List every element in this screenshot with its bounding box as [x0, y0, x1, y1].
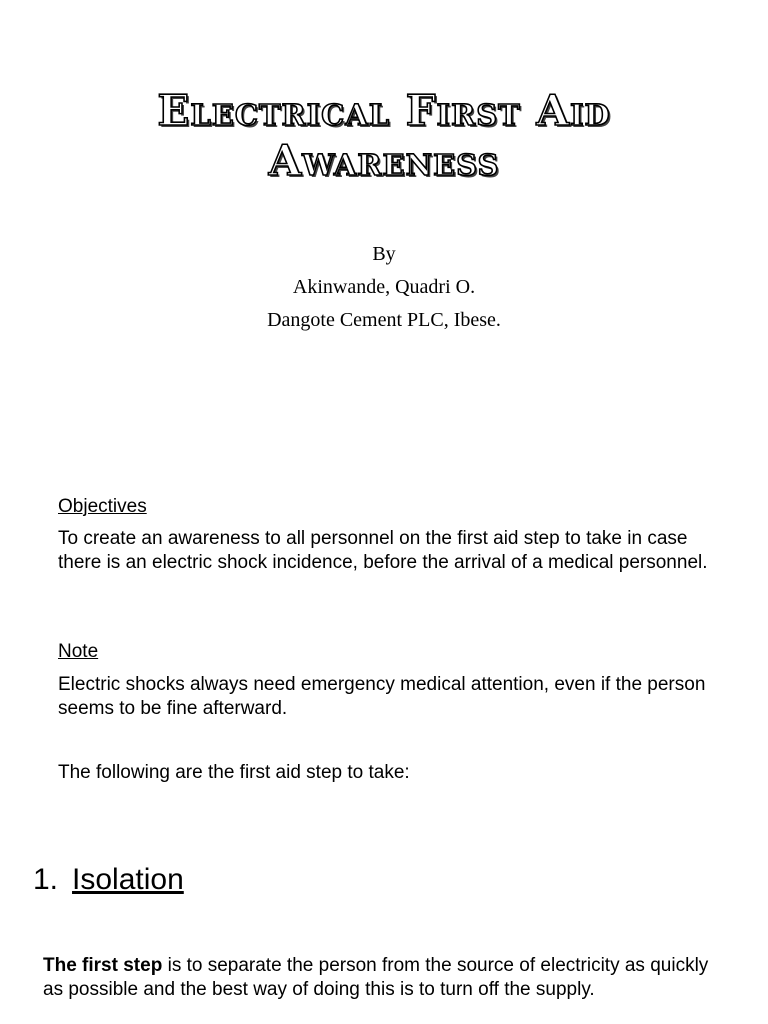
note-paragraph: Electric shocks always need emergency medical attention, even if the person seems to be fine afterward. [58, 674, 706, 719]
title-line-1: Electrical First Aid [157, 86, 611, 135]
section-heading-isolation [33, 860, 184, 900]
author-name: Akinwande, Quadri O. [292, 276, 476, 298]
steps-intro: The following are the first aid step to take: [58, 762, 410, 783]
isolation-paragraph [43, 954, 733, 1002]
section-title: Isolation [72, 863, 184, 896]
isolation-text: is to separate the person from the source of electricity as quickly as possible and the best way of doing this is to turn off the supply. [43, 955, 709, 1000]
note-heading: Note [58, 641, 99, 662]
document-title [0, 86, 768, 186]
author-organization: Dangote Cement PLC, Ibese. [267, 309, 501, 331]
byline-by: By [372, 243, 396, 265]
isolation-lead: The first step [43, 955, 163, 976]
objectives-paragraph: To create an awareness to all personnel on the first aid step to take in case there is an electric shock incidence, before the arrival of a medical personnel. [58, 528, 708, 573]
title-line-2: Awareness [268, 136, 500, 185]
objectives-heading: Objectives [58, 496, 147, 517]
section-number: 1. [33, 863, 59, 896]
byline [0, 238, 768, 337]
